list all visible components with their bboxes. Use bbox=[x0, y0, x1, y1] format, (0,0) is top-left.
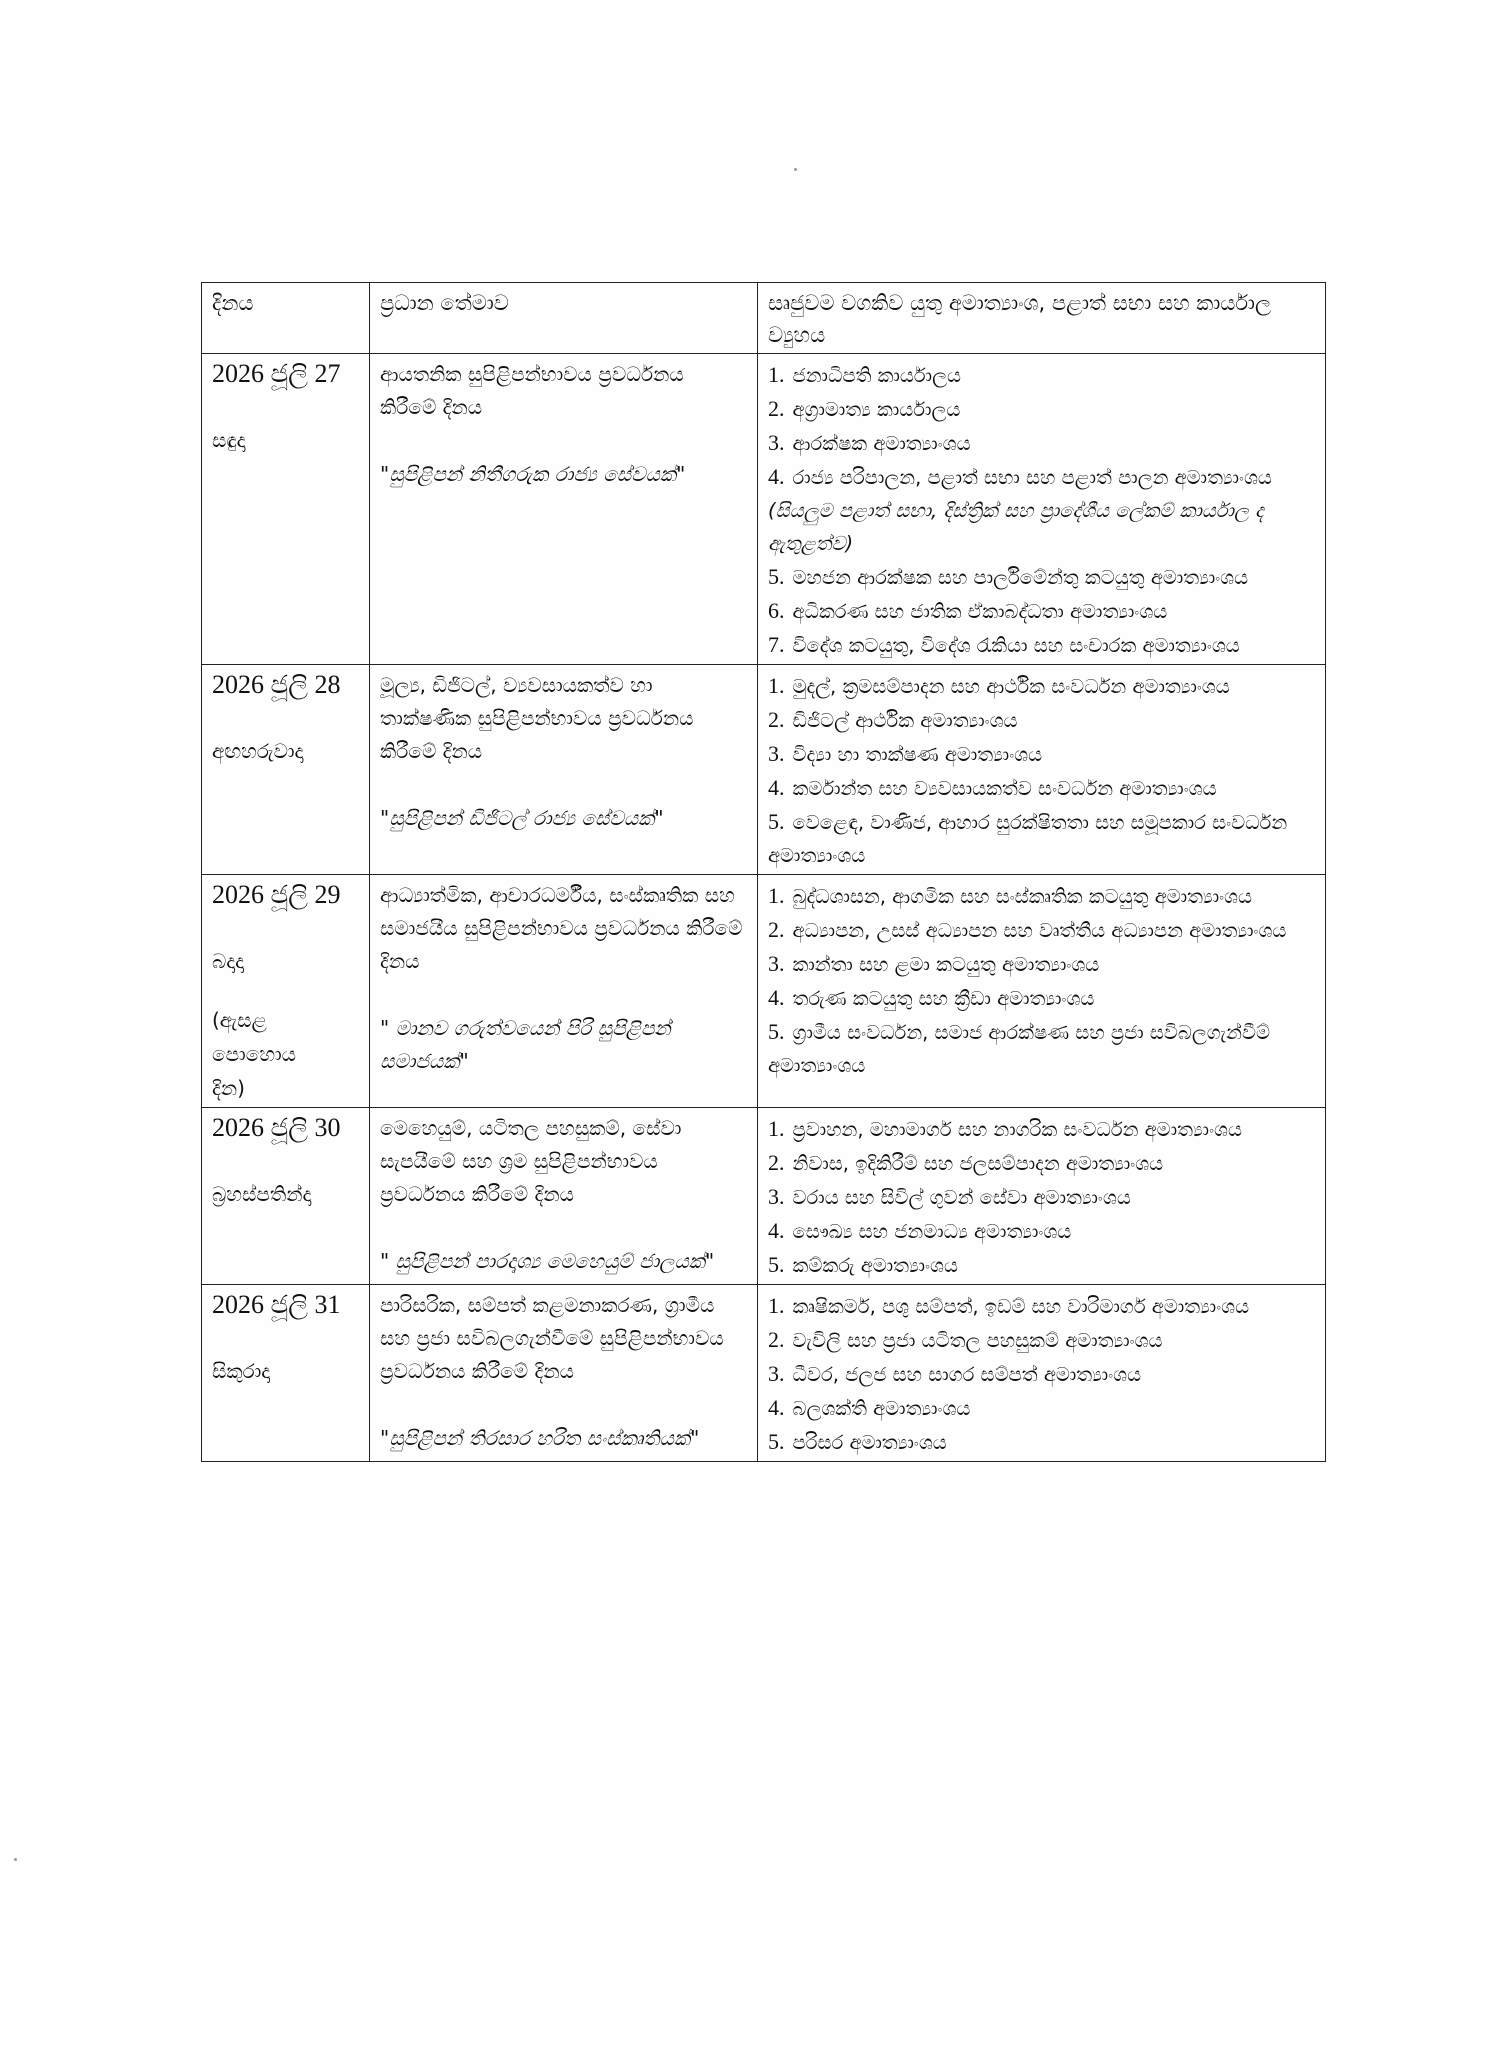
ministry-name: කර්මාන්ත සහ ව්‍යවසායකත්ව සංවර්ධන අමාත්‍යාංශය bbox=[792, 777, 1217, 800]
ministry-number: 2. bbox=[768, 396, 785, 421]
ministry-name: ජනාධිපති කාර්යාලය bbox=[792, 364, 961, 387]
ministry-list bbox=[768, 1112, 1313, 1282]
ministry-name: ආරක්ෂක අමාත්‍යාංශය bbox=[792, 432, 971, 455]
ministry-item bbox=[768, 947, 1313, 981]
ministry-number: 3. bbox=[768, 1361, 785, 1386]
ministry-item bbox=[768, 1425, 1313, 1459]
theme-cell bbox=[370, 1108, 758, 1285]
day-name: සිකුරාදා bbox=[212, 1359, 271, 1383]
ministry-item bbox=[768, 913, 1313, 947]
theme-slogan: "සුපිළිපන් තිරසාර හරිත සංස්කෘතියක්" bbox=[380, 1426, 700, 1450]
ministry-list bbox=[768, 358, 1313, 662]
day-cell bbox=[202, 1108, 370, 1285]
ministry-item bbox=[768, 981, 1313, 1015]
ministry-item bbox=[768, 460, 1313, 560]
ministry-item bbox=[768, 392, 1313, 426]
theme-title: පාරිසරික, සම්පත් කළමනාකරණ, ග්‍රාමීය සහ ප්‍රජා සවිබලගැන්වීමේ සුපිළිපන්භාවය ප්‍රවර්ධනය කිරීමේ දිනය bbox=[380, 1293, 724, 1383]
theme-cell bbox=[370, 665, 758, 875]
ministry-item bbox=[768, 1015, 1313, 1082]
day-cell bbox=[202, 354, 370, 665]
theme-slogan: "සුපිළිපන් නිතීගරුක රාජ්‍ය සේවයක්" bbox=[380, 462, 686, 486]
header-theme: ප්‍රධාන තේමාව bbox=[370, 283, 758, 354]
theme-cell bbox=[370, 354, 758, 665]
theme-slogan: " මානව ගරුත්වයෙන් පිරි සුපිළිපන් සමාජයක්" bbox=[380, 1016, 671, 1073]
theme-title: මූල්‍ය, ඩිජිටල්, ව්‍යවසායකත්ව හා තාක්ෂණික සුපිළිපන්භාවය ප්‍රවර්ධනය කිරීමේ දිනය bbox=[380, 673, 694, 763]
ministry-name: විදේශ කටයුතු, විදේශ රැකියා සහ සංචාරක අමාත්‍යාංශය bbox=[792, 634, 1240, 657]
ministry-number: 1. bbox=[768, 673, 785, 698]
day-cell bbox=[202, 875, 370, 1108]
day-name: අඟහරුවාදා bbox=[212, 739, 304, 763]
theme-cell bbox=[370, 1285, 758, 1462]
table-header-row bbox=[202, 283, 1326, 354]
table-row bbox=[202, 1108, 1326, 1285]
ministry-name: වෙළෙඳ, වාණිජ, ආහාර සුරක්ෂිතතා සහ සමූපකාර සංවර්ධන අමාත්‍යාංශය bbox=[768, 811, 1288, 867]
ministry-name: විද්‍යා හා තාක්ෂණ අමාත්‍යාංශය bbox=[792, 743, 1043, 766]
ministry-item bbox=[768, 1248, 1313, 1282]
ministry-name: නිවාස, ඉදිකිරීම් සහ ජලසම්පාදන අමාත්‍යාංශය bbox=[792, 1152, 1164, 1175]
schedule-table bbox=[201, 282, 1326, 1462]
ministry-number: 3. bbox=[768, 430, 785, 455]
ministry-name: ප්‍රවාහන, මහාමාර්ග සහ නාගරික සංවර්ධන අමාත්‍යාංශය bbox=[792, 1118, 1242, 1141]
ministry-item bbox=[768, 771, 1313, 805]
ministry-item bbox=[768, 1146, 1313, 1180]
ministry-name: සෞඛ්‍ය සහ ජනමාධ්‍ය අමාත්‍යාංශය bbox=[792, 1220, 1072, 1243]
ministry-name: අධිකරණ සහ ජාතික ඒකාබද්ධතා අමාත්‍යාංශය bbox=[792, 600, 1168, 623]
day-name: බ්‍රහස්පතින්දා bbox=[212, 1182, 312, 1206]
ministry-name: ධීවර, ජලජ සහ සාගර සම්පත් අමාත්‍යාංශය bbox=[792, 1363, 1142, 1386]
ministry-list bbox=[768, 669, 1313, 872]
ministry-number: 4. bbox=[768, 1395, 785, 1420]
ministry-item bbox=[768, 1112, 1313, 1146]
ministry-item bbox=[768, 358, 1313, 392]
ministry-name: පරිසර අමාත්‍යාංශය bbox=[792, 1431, 947, 1454]
ministry-number: 2. bbox=[768, 707, 785, 732]
ministry-item bbox=[768, 669, 1313, 703]
ministry-name: බලශක්ති අමාත්‍යාංශය bbox=[792, 1397, 971, 1420]
ministry-name: ඩිජිටල් ආර්ථික අමාත්‍යාංශය bbox=[792, 709, 1018, 732]
ministry-item bbox=[768, 703, 1313, 737]
day-date: 2026 ජූලි 28 bbox=[212, 670, 341, 699]
ministry-item bbox=[768, 1323, 1313, 1357]
ministry-number: 4. bbox=[768, 775, 785, 800]
ministry-number: 4. bbox=[768, 985, 785, 1010]
ministries-cell bbox=[758, 1108, 1326, 1285]
ministry-number: 1. bbox=[768, 1116, 785, 1141]
ministry-name: මහජන ආරක්ෂක සහ පාර්ලිමේන්තු කටයුතු අමාත්‍යාංශය bbox=[792, 566, 1249, 589]
theme-title: ආධ්‍යාත්මික, ආචාරධර්මීය, සංස්කෘතික සහ සමාජයීය සුපිළිපන්භාවය ප්‍රවර්ධනය කිරීමේ දිනය bbox=[380, 883, 743, 973]
ministries-cell bbox=[758, 875, 1326, 1108]
ministry-number: 5. bbox=[768, 1019, 785, 1044]
day-date: 2026 ජූලි 30 bbox=[212, 1113, 341, 1142]
theme-slogan: " සුපිළිපන් පාරදෘශ්‍ය මෙහෙයුම් ජාලයක්" bbox=[380, 1249, 715, 1273]
ministry-number: 2. bbox=[768, 1327, 785, 1352]
day-note: (ඇසළ පොහොය දින) bbox=[212, 1008, 297, 1100]
ministries-cell bbox=[758, 354, 1326, 665]
header-ministries: සෘජුවම වගකිව යුතු අමාත්‍යාංශ, පළාත් සභා සහ කාර්යාල ව්‍යුහය bbox=[758, 283, 1326, 354]
ministry-name: වැවිලි සහ ප්‍රජා යටිතල පහසුකම් අමාත්‍යාංශය bbox=[792, 1329, 1163, 1352]
ministry-name: වරාය සහ සිවිල් ගුවන් සේවා අමාත්‍යාංශය bbox=[792, 1186, 1131, 1209]
ministry-number: 1. bbox=[768, 883, 785, 908]
ministry-number: 2. bbox=[768, 1150, 785, 1175]
ministry-list bbox=[768, 879, 1313, 1082]
ministry-number: 3. bbox=[768, 1184, 785, 1209]
day-date: 2026 ජූලි 31 bbox=[212, 1290, 341, 1319]
ministry-item bbox=[768, 1289, 1313, 1323]
ministry-number: 5. bbox=[768, 564, 785, 589]
day-name: බදාදා bbox=[212, 949, 245, 973]
table-row bbox=[202, 665, 1326, 875]
day-cell bbox=[202, 1285, 370, 1462]
table-row bbox=[202, 875, 1326, 1108]
ministry-item bbox=[768, 879, 1313, 913]
ministry-name: බුද්ධශාසන, ආගමික සහ සංස්කෘතික කටයුතු අමාත්‍යාංශය bbox=[792, 885, 1253, 908]
ministry-item bbox=[768, 628, 1313, 662]
ministry-number: 3. bbox=[768, 951, 785, 976]
ministry-number: 4. bbox=[768, 464, 785, 489]
ministry-number: 4. bbox=[768, 1218, 785, 1243]
scan-speck bbox=[14, 1858, 17, 1861]
day-name: සඳුදා bbox=[212, 428, 246, 452]
ministries-cell bbox=[758, 1285, 1326, 1462]
ministry-name: ග්‍රාමීය සංවර්ධන, සමාජ ආරක්ෂණ සහ ප්‍රජා සවිබලගැන්වීම් අමාත්‍යාංශය bbox=[768, 1021, 1270, 1077]
day-date: 2026 ජූලි 27 bbox=[212, 359, 341, 388]
ministry-number: 7. bbox=[768, 632, 785, 657]
header-day: දිනය bbox=[202, 283, 370, 354]
ministry-number: 1. bbox=[768, 1293, 785, 1318]
ministry-name: අධ්‍යාපන, උසස් අධ්‍යාපන සහ වෘත්තීය අධ්‍යාපන අමාත්‍යාංශය bbox=[792, 919, 1287, 942]
ministry-item bbox=[768, 1391, 1313, 1425]
ministry-name: අග්‍රාමාත්‍ය කාර්යාලය bbox=[792, 398, 961, 421]
table-row bbox=[202, 1285, 1326, 1462]
ministry-item bbox=[768, 426, 1313, 460]
theme-slogan: "සුපිළිපන් ඩිජිටල් රාජ්‍ය සේවයක්" bbox=[380, 806, 664, 830]
ministry-number: 5. bbox=[768, 1429, 785, 1454]
ministry-number: 1. bbox=[768, 362, 785, 387]
ministry-name: රාජ්‍ය පරිපාලන, පළාත් සභා සහ පළාත් පාලන අමාත්‍යාංශය bbox=[792, 466, 1272, 489]
ministry-number: 5. bbox=[768, 1252, 785, 1277]
ministry-name: කම්කරු අමාත්‍යාංශය bbox=[792, 1254, 958, 1277]
table-body bbox=[202, 354, 1326, 1462]
ministry-item bbox=[768, 1214, 1313, 1248]
theme-cell bbox=[370, 875, 758, 1108]
ministry-item bbox=[768, 1180, 1313, 1214]
theme-title: ආයතනික සුපිළිපන්භාවය ප්‍රවර්ධනය කිරීමේ දිනය bbox=[380, 362, 684, 419]
scan-speck bbox=[794, 168, 797, 171]
ministry-number: 2. bbox=[768, 917, 785, 942]
ministry-name: තරුණ කටයුතු සහ ක්‍රීඩා අමාත්‍යාංශය bbox=[792, 987, 1095, 1010]
ministries-cell bbox=[758, 665, 1326, 875]
ministry-item bbox=[768, 594, 1313, 628]
table-row bbox=[202, 354, 1326, 665]
ministry-list bbox=[768, 1289, 1313, 1459]
ministry-number: 5. bbox=[768, 809, 785, 834]
ministry-item bbox=[768, 737, 1313, 771]
ministry-name: මුදල්, ක්‍රමසම්පාදන සහ ආර්ථික සංවර්ධන අමාත්‍යාංශය bbox=[792, 675, 1230, 698]
day-date: 2026 ජූලි 29 bbox=[212, 880, 341, 909]
theme-title: මෙහෙයුම්, යටිතල පහසුකම්, සේවා සැපයීමේ සහ ශ්‍රම සුපිළිපන්භාවය ප්‍රවර්ධනය කිරීමේ දිනය bbox=[380, 1116, 682, 1206]
ministry-name: කෘෂිකර්ම, පශු සම්පත්, ඉඩම් සහ වාරිමාර්ග අමාත්‍යාංශය bbox=[792, 1295, 1250, 1318]
ministry-item bbox=[768, 560, 1313, 594]
ministry-number: 6. bbox=[768, 598, 785, 623]
ministry-number: 3. bbox=[768, 741, 785, 766]
day-cell bbox=[202, 665, 370, 875]
ministry-name: කාන්තා සහ ළමා කටයුතු අමාත්‍යාංශය bbox=[792, 953, 1100, 976]
ministry-item bbox=[768, 805, 1313, 872]
ministry-item bbox=[768, 1357, 1313, 1391]
ministry-note: (සියලුම පළාත් සභා, දිස්ත්‍රික් සහ ප්‍රාදේශීය ලේකම් කාර්යාල ද ඇතුළත්ව) bbox=[768, 499, 1264, 555]
